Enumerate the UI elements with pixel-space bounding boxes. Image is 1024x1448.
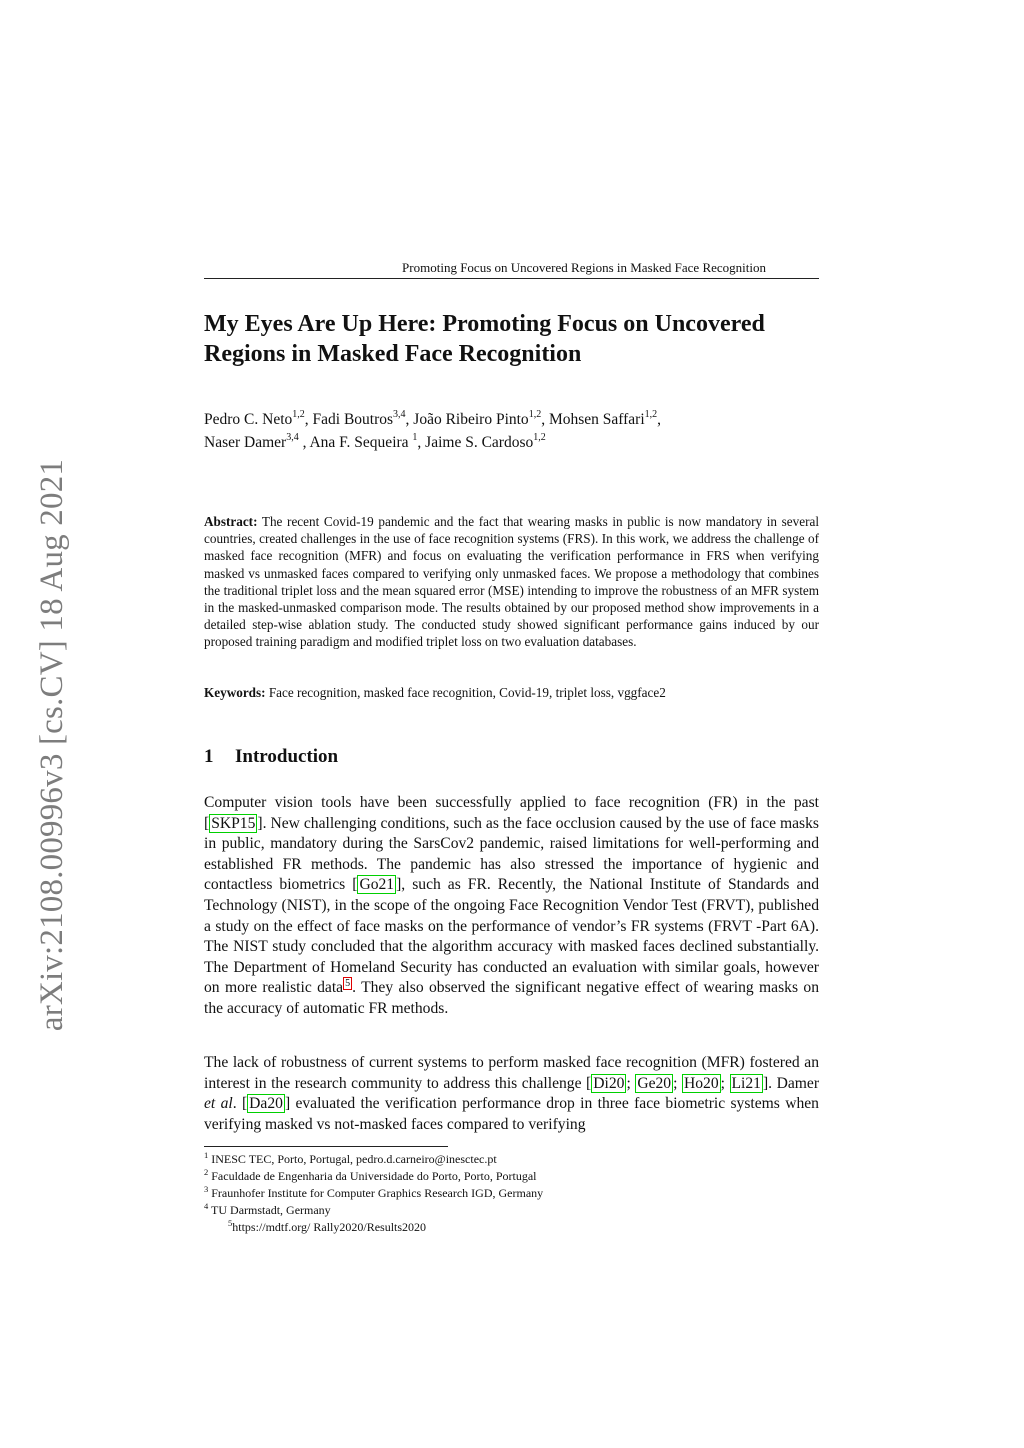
footnote-text: Fraunhofer Institute for Computer Graphics Research IGD, Germany <box>211 1186 544 1200</box>
paragraph-text: . [ <box>232 1095 248 1113</box>
citation-link[interactable]: Go21 <box>359 876 395 894</box>
author-name: Fadi Boutros <box>312 411 394 428</box>
author-affiliation: 1,2 <box>292 409 305 420</box>
author-affiliation: 1,2 <box>533 432 546 443</box>
paragraph-text: ]. Damer <box>762 1074 820 1092</box>
running-header <box>204 260 819 279</box>
footnote-mark: 3 <box>204 1184 209 1194</box>
author-name: Naser Damer <box>204 434 287 451</box>
section-heading-introduction <box>204 745 819 769</box>
author-affiliation: 1,2 <box>528 409 542 420</box>
author-affiliation: 1,2 <box>644 409 658 420</box>
footnote-mark: 4 <box>204 1201 209 1211</box>
section-number: 1 <box>204 746 214 767</box>
paragraph-text: . They also observed the significant negative effect of wearing masks on the accuracy of automatic FR methods. <box>204 979 819 1017</box>
abstract <box>204 513 819 651</box>
citation-link[interactable]: Da20 <box>249 1095 283 1113</box>
author-affiliation: 1 <box>412 432 418 443</box>
paragraph-text: ]. New challenging conditions, such as the face occlusion caused by the use of face masks in public, mandatory during the SarsCov2 pandemic, raised limitations for well-performing and established FR methods. The pandemic has also stressed the importance of hygienic and contactless biometrics [ <box>204 814 819 894</box>
author-affiliation: 3,4 <box>286 432 299 443</box>
citation-separator: ; <box>626 1074 636 1092</box>
paper-title <box>204 309 819 369</box>
citation-link[interactable]: Ho20 <box>683 1074 719 1092</box>
author-affiliation: 3,4 <box>393 409 406 420</box>
footnote-1 <box>204 1151 819 1168</box>
footnotes <box>204 1151 819 1236</box>
section-title: Introduction <box>235 746 339 767</box>
keywords <box>204 684 819 701</box>
citation-link[interactable]: Ge20 <box>637 1074 672 1092</box>
footnote-text: TU Darmstadt, Germany <box>211 1203 331 1217</box>
intro-paragraph-1 <box>204 793 819 1020</box>
intro-paragraph-2 <box>204 1053 819 1135</box>
abstract-label: Abstract: <box>204 514 258 529</box>
author-name: Jaime S. Cardoso <box>425 434 534 451</box>
paragraph-text: ], such as FR. Recently, the National Institute of Standards and Technology (NIST), in the scope of the ongoing Face Recognition Vendor Test (FRVT), published a study on the effect of face masks on the performance of vendor’s FR systems (FRVT -Part 6A). The NIST study concluded that the algorithm accuracy with masked faces declined substantially. The Department of Homeland Security has conducted an evaluation with similar goals, however on more realistic data <box>204 876 819 997</box>
keywords-label: Keywords: <box>204 685 266 700</box>
paragraph-text: Computer vision tools have been successfully applied to face recognition (FR) in the past [ <box>204 794 819 832</box>
paragraph-text: ] evaluated the verification performance drop in three face biometric systems when verifying masked vs not-masked faces compared to verifying <box>204 1095 819 1133</box>
footnote-4 <box>204 1202 819 1219</box>
footnote-mark: 1 <box>204 1150 209 1160</box>
footnote-url[interactable]: https://mdtf.org/ Rally2020/Results2020 <box>232 1220 427 1234</box>
author-name: João Ribeiro Pinto <box>413 411 529 428</box>
citation-separator: ; <box>673 1074 682 1092</box>
abstract-text: The recent Covid-19 pandemic and the fact that wearing masks in public is now mandatory in several countries, created challenges in the use of face recognition systems (FRS). In this work, we address the challenge of masked face recognition (MFR) and focus on evaluating the verification performance in FRS when verifying masked vs unmasked faces compared to verifying only unmasked faces. We propose a methodology that combines the traditional triplet loss and the mean squared error (MSE) intending to improve the robustness of an MFR system in the masked-unmasked comparison mode. The results obtained by our proposed method show improvements in a detailed step-wise ablation study. The conducted study showed significant performance gains induced by our proposed training paradigm and modified triplet loss on two evaluation databases. <box>204 514 819 650</box>
arxiv-identifier-stamp: arXiv:2108.00996v3 [cs.CV] 18 Aug 2021 <box>34 458 70 1032</box>
author-name: Ana F. Sequeira <box>309 434 409 451</box>
running-header-text: Promoting Focus on Uncovered Regions in Masked Face Recognition <box>402 260 766 275</box>
footnote-link[interactable]: 5 <box>345 978 351 990</box>
author-name: Mohsen Saffari <box>548 411 645 428</box>
footnote-mark: 2 <box>204 1167 209 1177</box>
footnote-mark: 5 <box>228 1218 233 1228</box>
citation-link[interactable]: Li21 <box>731 1074 761 1092</box>
paper-title-line-2: Regions in Masked Face Recognition <box>204 341 582 367</box>
citation-link[interactable]: SKP15 <box>211 814 256 832</box>
author-list: Pedro C. Neto$^{1,2}$, Fadi Boutros$^{3,4}$, João Ribeiro Pinto$^{1,2}$, Mohsen Saffari$^{1,2}$, Naser Damer$^{3,4}$ , Ana F. Sequeira $^1$, Jaime S. Cardoso$^{1,2}$ <box>204 409 662 451</box>
footnote-2 <box>204 1168 819 1185</box>
et-al-italic: et al <box>204 1095 233 1113</box>
paper-title-line-1: My Eyes Are Up Here: Promoting Focus on Uncovered <box>204 311 765 337</box>
citation-separator: ; <box>720 1074 730 1092</box>
footnote-divider <box>204 1146 448 1147</box>
footnote-text: Faculdade de Engenharia da Universidade do Porto, Porto, Portugal <box>211 1169 537 1183</box>
citation-link[interactable]: Di20 <box>593 1074 625 1092</box>
keywords-text: Face recognition, masked face recognition, Covid-19, triplet loss, vggface2 <box>268 685 666 700</box>
footnote-3 <box>204 1185 819 1202</box>
paragraph-text: The lack of robustness of current systems to perform masked face recognition (MFR) fostered an interest in the research community to address this challenge [ <box>204 1054 819 1092</box>
footnote-5 <box>204 1219 819 1236</box>
footnote-text: INESC TEC, Porto, Portugal, pedro.d.carneiro@inesctec.pt <box>211 1152 497 1166</box>
author-name: Pedro C. Neto <box>204 411 293 428</box>
